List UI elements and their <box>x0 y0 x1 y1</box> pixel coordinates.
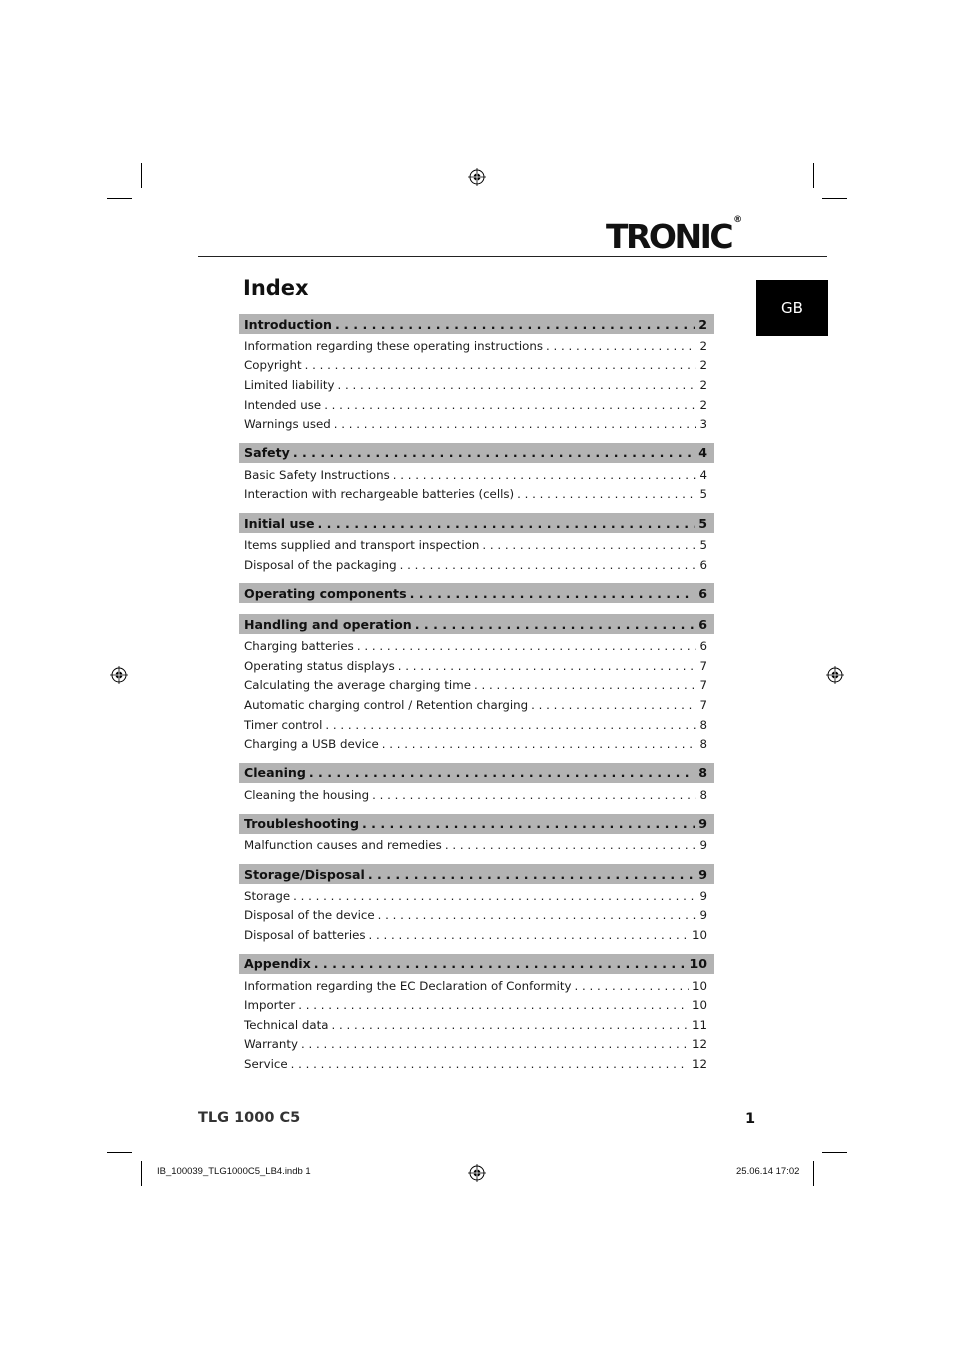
crop-mark <box>107 1152 132 1153</box>
model-number: TLG 1000 C5 <box>198 1110 301 1126</box>
toc-entry <box>239 1035 714 1055</box>
slug-file: IB_100039_TLG1000C5_LB4.indb 1 <box>157 1166 311 1177</box>
toc-entry-label: Disposal of the packaging <box>244 557 397 572</box>
toc-section-page: 6 <box>698 585 707 601</box>
page-number: 1 <box>745 1111 756 1127</box>
toc-leader-dots <box>334 417 697 431</box>
toc-section-heading <box>239 583 714 603</box>
toc-leader-dots <box>574 979 689 993</box>
toc-entry-page: 10 <box>691 978 707 993</box>
toc-entry <box>239 1054 714 1074</box>
toc-entry <box>239 676 714 696</box>
toc-section-title: Troubleshooting <box>244 816 359 831</box>
toc-entry-list <box>239 884 714 954</box>
toc-leader-dots <box>445 838 697 852</box>
toc-section-title: Storage/Disposal <box>244 866 365 882</box>
toc-entry-label: Operating status displays <box>244 658 395 673</box>
toc-entry <box>239 925 714 945</box>
toc-entry-list <box>239 974 714 1083</box>
toc-entry <box>239 485 714 505</box>
toc-leader-dots <box>337 378 696 392</box>
toc-entry <box>239 375 714 395</box>
toc-entry <box>239 715 714 735</box>
toc-leader-dots <box>398 659 697 673</box>
toc-entry-label: Interaction with rechargeable batteries (cells) <box>244 487 515 502</box>
toc-entry-page: 2 <box>699 377 707 392</box>
toc-leader-dots <box>378 908 697 922</box>
toc-entry <box>239 414 714 434</box>
toc-entry <box>239 636 714 656</box>
toc-entry-list <box>239 463 714 513</box>
crop-mark <box>822 1152 847 1153</box>
toc-entry <box>239 465 714 485</box>
toc-entry-page: 2 <box>699 338 707 353</box>
toc-section-page: 5 <box>698 515 707 531</box>
toc-entry <box>239 785 714 805</box>
toc-section-heading <box>239 443 714 463</box>
toc-entry-list <box>239 634 714 763</box>
toc-entry-label: Warnings used <box>244 417 331 432</box>
toc-leader-dots <box>298 998 689 1012</box>
toc-leader-dots <box>474 678 697 692</box>
toc-leader-dots <box>369 928 689 942</box>
toc-leader-dots <box>546 339 697 353</box>
toc-section-title: Initial use <box>244 515 315 531</box>
toc-section-title: Handling and operation <box>244 616 412 632</box>
toc-entry <box>239 1015 714 1035</box>
registration-mark-icon <box>468 168 486 186</box>
toc-entry-label: Intended use <box>244 397 322 412</box>
toc-leader-dots <box>324 398 696 412</box>
toc-entry <box>239 976 714 996</box>
toc-section-heading <box>239 864 714 884</box>
toc-leader-dots <box>318 516 696 531</box>
toc-leader-dots <box>400 558 697 572</box>
toc-section-heading <box>239 814 714 834</box>
toc-entry-page: 6 <box>699 639 707 654</box>
toc-leader-dots <box>301 1037 689 1051</box>
registration-mark-icon <box>110 666 128 684</box>
toc-entry <box>239 656 714 676</box>
toc-entry-label: Basic Safety Instructions <box>244 467 390 482</box>
toc-entry <box>239 886 714 906</box>
toc-leader-dots <box>335 317 695 332</box>
toc-section-page: 10 <box>689 956 707 972</box>
toc-entry-page: 2 <box>699 358 707 373</box>
toc-leader-dots <box>293 889 696 903</box>
toc-leader-dots <box>368 867 695 882</box>
toc-leader-dots <box>517 487 696 501</box>
toc-section-title: Cleaning <box>244 765 306 781</box>
toc-entry-page: 7 <box>699 658 707 673</box>
toc-entry <box>239 695 714 715</box>
toc-entry-label: Service <box>244 1057 288 1072</box>
toc-entry <box>239 906 714 926</box>
crop-mark <box>141 1161 142 1186</box>
toc-leader-dots <box>305 358 697 372</box>
toc-leader-dots <box>325 718 696 732</box>
toc-entry-page: 8 <box>699 717 707 732</box>
toc-entry-page: 10 <box>691 928 707 943</box>
toc-entry <box>239 535 714 555</box>
toc-entry-label: Information regarding the EC Declaration of Conformity <box>244 978 572 993</box>
toc-entry-page: 4 <box>699 467 707 482</box>
toc-leader-dots <box>415 617 695 632</box>
toc-section-page: 9 <box>698 816 707 831</box>
toc-entry-label: Copyright <box>244 358 302 373</box>
toc-leader-dots <box>293 445 695 460</box>
toc-section-heading <box>239 314 714 334</box>
toc-entry <box>239 395 714 415</box>
toc-section-heading <box>239 513 714 533</box>
toc-entry-label: Disposal of the device <box>244 908 375 923</box>
crop-mark <box>822 198 847 199</box>
toc-entry-list <box>239 533 714 583</box>
toc-entry <box>239 995 714 1015</box>
toc-entry-label: Timer control <box>244 717 323 732</box>
toc-section-page: 8 <box>698 765 707 781</box>
toc-section-heading <box>239 954 714 974</box>
table-of-contents <box>239 314 714 1083</box>
toc-entry-label: Malfunction causes and remedies <box>244 838 442 853</box>
toc-section-heading <box>239 763 714 783</box>
toc-section-title: Introduction <box>244 316 332 332</box>
toc-entry-page: 8 <box>699 737 707 752</box>
toc-entry-page: 9 <box>699 888 707 903</box>
crop-mark <box>107 198 132 199</box>
toc-entry-label: Automatic charging control / Retention charging <box>244 697 529 712</box>
toc-entry-label: Technical data <box>244 1017 329 1032</box>
toc-entry-list <box>239 334 714 443</box>
toc-entry-page: 3 <box>699 417 707 432</box>
crop-mark <box>813 1161 814 1186</box>
toc-entry-label: Information regarding these operating instructions <box>244 338 543 353</box>
toc-entry-page: 12 <box>691 1037 707 1052</box>
toc-entry-page: 12 <box>691 1057 707 1072</box>
toc-leader-dots <box>410 586 696 601</box>
toc-leader-dots <box>372 788 696 802</box>
toc-entry-page: 6 <box>699 557 707 572</box>
toc-entry-label: Storage <box>244 888 291 903</box>
toc-entry-page: 9 <box>699 838 707 853</box>
toc-entry-page: 9 <box>699 908 707 923</box>
toc-entry-list <box>239 783 714 814</box>
toc-entry-label: Importer <box>244 998 296 1013</box>
toc-entry-page: 11 <box>691 1017 707 1032</box>
toc-section-page: 9 <box>698 866 707 882</box>
toc-entry-page: 2 <box>699 397 707 412</box>
crop-mark <box>813 163 814 188</box>
toc-entry-page: 5 <box>699 487 707 502</box>
brand-logo <box>606 214 742 257</box>
logo-text: TRONIC <box>606 217 732 256</box>
toc-section-page: 2 <box>698 316 707 332</box>
toc-entry <box>239 336 714 356</box>
toc-leader-dots <box>332 1018 689 1032</box>
page-title: Index <box>243 276 309 300</box>
toc-leader-dots <box>531 698 696 712</box>
toc-spacer <box>239 603 714 614</box>
toc-section-page: 4 <box>698 445 707 461</box>
toc-entry-label: Warranty <box>244 1037 298 1052</box>
toc-entry-page: 7 <box>699 697 707 712</box>
registration-mark-icon <box>826 666 844 684</box>
toc-entry-label: Charging batteries <box>244 639 354 654</box>
toc-section-title: Safety <box>244 445 290 461</box>
registration-mark-icon <box>468 1164 486 1182</box>
slug-date: 25.06.14 17:02 <box>736 1166 800 1177</box>
toc-section-page: 6 <box>698 616 707 632</box>
toc-entry-page: 8 <box>699 787 707 802</box>
toc-entry-page: 7 <box>699 678 707 693</box>
toc-leader-dots <box>357 639 697 653</box>
registered-mark: ® <box>733 215 743 225</box>
toc-leader-dots <box>309 765 695 780</box>
toc-entry-page: 5 <box>699 537 707 552</box>
toc-entry-list <box>239 834 714 865</box>
toc-entry <box>239 734 714 754</box>
toc-entry <box>239 356 714 376</box>
crop-mark <box>141 163 142 188</box>
toc-entry-label: Items supplied and transport inspection <box>244 537 480 552</box>
toc-leader-dots <box>314 956 687 971</box>
header-rule <box>198 256 827 257</box>
toc-leader-dots <box>393 468 697 482</box>
toc-entry-label: Cleaning the housing <box>244 787 370 802</box>
toc-section-title: Appendix <box>244 956 311 972</box>
toc-entry-label: Disposal of batteries <box>244 928 366 943</box>
toc-entry-label: Charging a USB device <box>244 737 379 752</box>
toc-leader-dots <box>482 538 696 552</box>
toc-entry-label: Calculating the average charging time <box>244 678 471 693</box>
toc-entry <box>239 555 714 575</box>
toc-entry <box>239 836 714 856</box>
toc-section-title: Operating components <box>244 585 407 601</box>
toc-leader-dots <box>291 1057 689 1071</box>
toc-leader-dots <box>362 816 695 831</box>
toc-entry-label: Limited liability <box>244 377 335 392</box>
toc-section-heading <box>239 614 714 634</box>
toc-entry-page: 10 <box>691 998 707 1013</box>
toc-leader-dots <box>382 737 697 751</box>
language-tab: GB <box>756 280 828 336</box>
